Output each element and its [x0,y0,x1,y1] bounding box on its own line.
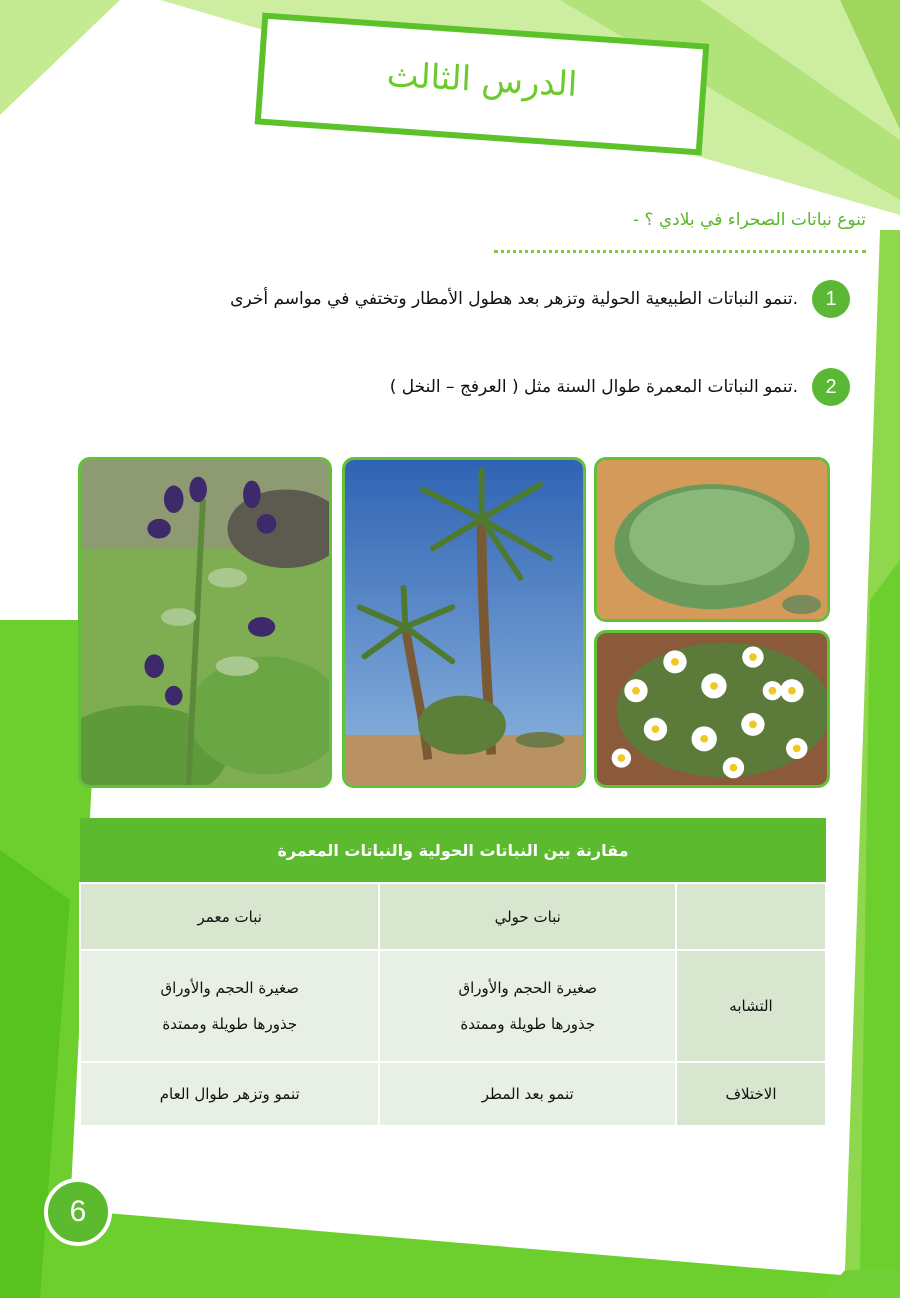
header-perennial: نبات معمر [80,883,379,950]
table-title: مقارنة بين النباتات الحولية والنباتات المعمرة [80,818,826,883]
perennial-sim-line-1: صغيرة الحجم والأوراق [160,979,299,997]
page-number: 6 [44,1178,112,1246]
question-heading: تنوع نباتات الصحراء في بلادي ؟ - [632,210,866,230]
annual-similarity [379,950,676,1062]
annual-sim-line-2: جذورها طويلة وممتدة [460,1015,596,1033]
similarity-label: التشابه [676,950,826,1062]
table-header-row [80,883,826,950]
point-1 [230,280,850,318]
point-number-badge: 2 [812,368,850,406]
difference-label: الاختلاف [676,1062,826,1126]
point-text: .تنمو النباتات المعمرة طوال السنة مثل ( العرفج – النخل ) [389,377,798,397]
annual-sim-line-1: صغيرة الحجم والأوراق [458,979,597,997]
photo-palm-trees [342,457,586,788]
photo-white-daisies [594,630,830,788]
point-number-badge: 1 [812,280,850,318]
similarity-row [80,950,826,1062]
perennial-sim-line-2: جذورها طويلة وممتدة [162,1015,298,1033]
difference-row [80,1062,826,1126]
annual-difference: تنمو بعد المطر [379,1062,676,1126]
point-2 [390,368,850,406]
perennial-similarity [80,950,379,1062]
comparison-table [79,818,827,1127]
perennial-difference: تنمو وتزهر طوال العام [80,1062,379,1126]
lesson-title: الدرس الثالث [385,55,579,105]
photo-desert-shrub [594,457,830,622]
header-annual: نبات حولي [379,883,676,950]
photo-purple-flower-plant [78,457,332,788]
point-text: .تنمو النباتات الطبيعية الحولية وتزهر بعد هطول الأمطار وتختفي في مواسم أخرى [230,289,798,309]
header-blank-cell [676,883,826,950]
dotted-divider [494,250,866,253]
